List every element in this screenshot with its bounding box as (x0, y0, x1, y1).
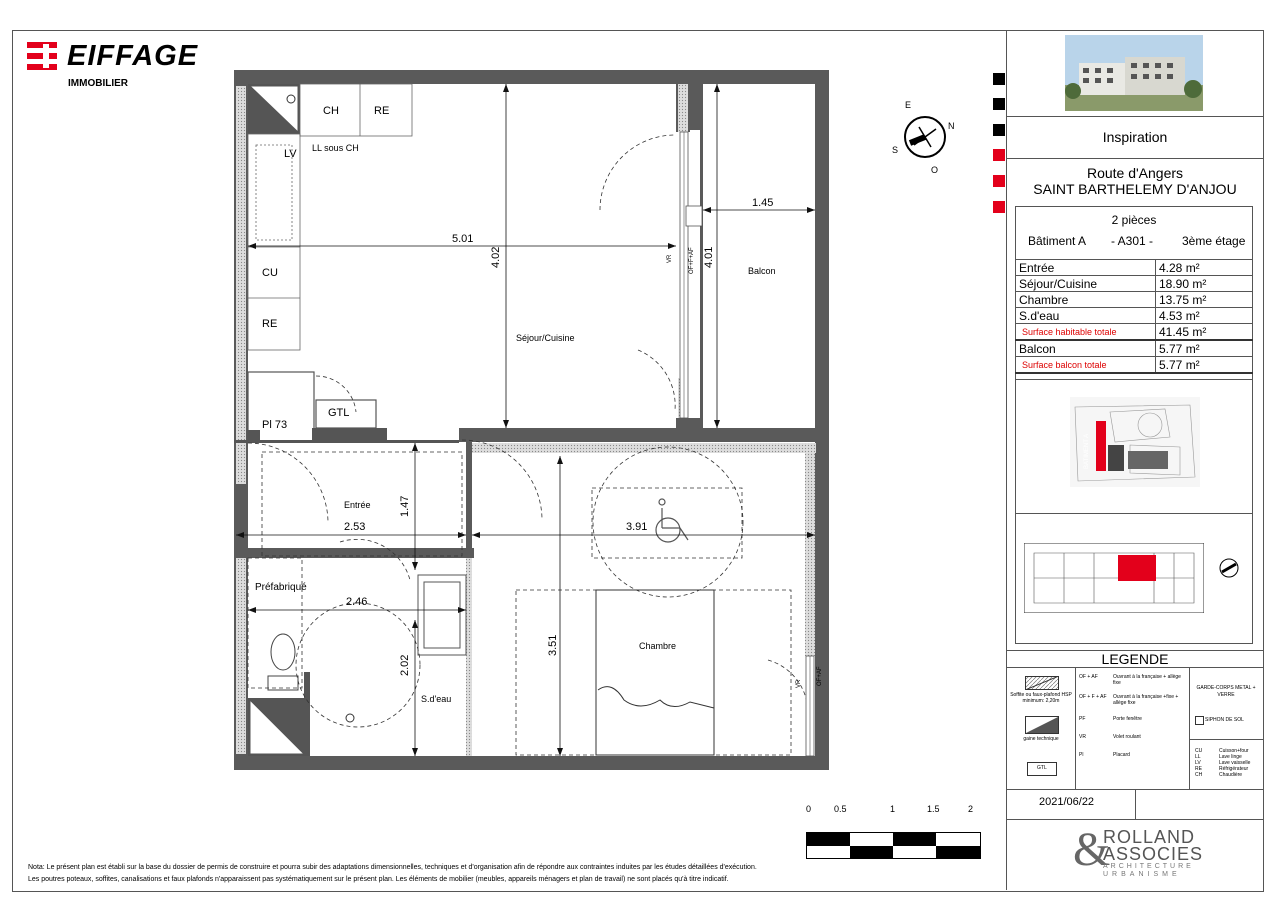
legend-abbrev-code: CU (1195, 748, 1203, 754)
area-label: S.d'eau (1016, 308, 1156, 324)
legend-code-desc: Ouvrant à la française + allège fixe (1113, 674, 1181, 686)
dim-402: 4.02 (490, 246, 502, 268)
scale-label-0: 0 (806, 804, 812, 814)
scale-bar (806, 804, 986, 860)
legend-code-desc: Placard (1113, 752, 1130, 758)
scale-label-1: 0.5 (834, 804, 847, 814)
area-row (1016, 340, 1253, 357)
area-row (1016, 276, 1253, 292)
room-sdeau: S.d'eau (421, 694, 452, 704)
project-name: Inspiration (1102, 129, 1168, 145)
unit-floor: 3ème étage (1182, 234, 1246, 248)
architect-ampersand-icon: & (1073, 823, 1111, 876)
legend-code: Pl (1079, 752, 1084, 758)
dim-351: 3.51 (547, 634, 559, 656)
keyplan-building-label: BATIMENT A (1084, 433, 1090, 469)
architect-line-1: ARCHITECTURE (1103, 863, 1194, 870)
architect-name-2: ASSOCIES (1103, 844, 1204, 864)
legend-abbrev-row (1195, 772, 1242, 778)
area-label: Chambre (1016, 292, 1156, 308)
area-value: 5.77 m² (1156, 340, 1253, 357)
dim-253: 2.53 (344, 521, 366, 533)
window-code-1: OF+F+AF (689, 247, 695, 274)
note-line-2: Les poutres poteaux, soffites, canalisations et faux plafonds n'apparaissent pas systématiquement sur le présent plan. Les éléments de mobilier (meubles, appareils ménagers et plan de travail) ne sont placés qu'à titre indicatif. (28, 876, 729, 883)
area-value: 4.53 m² (1156, 308, 1253, 324)
brand-name: EIFFAGE (67, 40, 199, 72)
architect-name-1: ROLLAND (1103, 827, 1196, 847)
fixture-lv: LV (284, 148, 297, 160)
address-line-1: Route d'Angers (1086, 165, 1184, 181)
siphon-checkbox (1195, 716, 1204, 725)
room-entree: Entrée (344, 500, 371, 510)
brand-sub: IMMOBILIER (68, 78, 128, 89)
legend-code-desc: Porte fenêtre (1113, 716, 1142, 722)
legend-code: OF + AF (1079, 674, 1098, 680)
fixture-ch: CH (323, 105, 339, 117)
area-label: Surface balcon totale (1016, 357, 1156, 374)
legend-code: PF (1079, 716, 1086, 722)
unit-rooms: 2 pièces (1111, 213, 1157, 227)
marker (993, 124, 1005, 136)
fixture-gtl: GTL (328, 407, 350, 419)
marker (993, 201, 1005, 213)
unit-lot: - A301 - (1111, 234, 1154, 248)
architect-line-2: URBANISME (1103, 871, 1181, 878)
bed-icon (596, 590, 714, 755)
legend-garde-corps: GARDE-CORPS METAL + VERRE (1196, 685, 1256, 698)
soffit-symbol-icon (1025, 676, 1059, 690)
fixture-pl: Pl 73 (262, 419, 288, 431)
legend-gtl: GTL (1037, 765, 1047, 771)
area-row (1016, 292, 1253, 308)
dim-391: 3.91 (626, 521, 648, 533)
legend-abbrev-desc: Chaudière (1219, 772, 1243, 778)
fixture-re: RE (262, 318, 278, 330)
legend-abbrev-code: LV (1195, 760, 1201, 766)
areas-table (1015, 259, 1253, 374)
dim-147: 1.47 (399, 495, 411, 517)
unit-building: Bâtiment A (1028, 234, 1087, 248)
wheelchair-icon (656, 499, 688, 542)
marker (993, 175, 1005, 187)
scale-label-2: 1 (890, 804, 896, 814)
dim-401: 4.01 (703, 246, 715, 268)
notes (28, 862, 908, 886)
area-row (1016, 324, 1253, 341)
area-row (1016, 260, 1253, 276)
dim-145: 1.45 (752, 197, 774, 209)
legend-code-desc: Volet roulant (1113, 734, 1141, 740)
plan-date: 2021/06/22 (1039, 796, 1095, 808)
legend-code: OF + F + AF (1079, 694, 1107, 700)
legend-code: VR (1079, 734, 1086, 740)
scale-label-4: 2 (968, 804, 974, 814)
compass-e: E (905, 100, 912, 110)
toilet-icon (268, 634, 298, 690)
area-value: 13.75 m² (1156, 292, 1253, 308)
vr-label-2: VR (796, 679, 802, 688)
legend-gaine: gaine technique (1023, 736, 1059, 742)
note-line-1: Nota: Le présent plan est établi sur la base du dossier de permis de construire et pourra subir des adaptations dimensionnelles, techniques et d'organisation afin de répondre aux contraintes induites par les études détaillées d'exécution. (28, 864, 757, 871)
fixture-prefab: Préfabriqué (255, 582, 307, 593)
compass-n: N (948, 121, 955, 131)
area-value: 5.77 m² (1156, 357, 1253, 374)
area-value: 4.28 m² (1156, 260, 1253, 276)
room-chambre: Chambre (639, 641, 677, 651)
walls (234, 70, 829, 770)
area-row (1016, 308, 1253, 324)
area-label: Séjour/Cuisine (1016, 276, 1156, 292)
legend-abbrev-desc: Réfrigérateur (1219, 766, 1249, 772)
legend-abbrev-code: CH (1195, 772, 1203, 778)
room-sejour: Séjour/Cuisine (516, 333, 575, 343)
gtl-symbol (1027, 762, 1057, 776)
architect-logo (1073, 823, 1204, 882)
legend-title: LEGENDE (1101, 651, 1169, 667)
address-line-2: SAINT BARTHELEMY D'ANJOU (1033, 181, 1237, 197)
legend-code-desc: Ouvrant à la française +fixe + allège fixe (1113, 694, 1179, 706)
legend-abbrev-code: LL (1195, 754, 1201, 760)
legend-abbrev-desc: Lave linge (1219, 754, 1242, 760)
dim-246: 2.46 (346, 596, 368, 608)
legend-abbrev-desc: Lave vaisselle (1219, 760, 1251, 766)
area-label: Surface habitable totale (1016, 324, 1156, 341)
unit-box (1015, 206, 1253, 644)
area-row (1016, 357, 1253, 374)
compass-s: S (892, 145, 899, 155)
fixture-re-top: RE (374, 105, 390, 117)
gaine-symbol-icon (1025, 716, 1059, 734)
dim-202: 2.02 (399, 654, 411, 676)
title-block (1006, 30, 1263, 890)
keyplan-compass-icon (1214, 553, 1244, 583)
legend-abbrev-code: RE (1195, 766, 1202, 772)
floor-keyplan-image (1024, 543, 1204, 613)
area-label: Balcon (1016, 340, 1156, 357)
fixture-cu: CU (262, 267, 278, 279)
scale-label-3: 1.5 (927, 804, 940, 814)
area-value: 41.45 m² (1156, 324, 1253, 341)
vr-label-1: VR (667, 254, 673, 263)
dim-501: 5.01 (452, 233, 474, 245)
marker (993, 98, 1005, 110)
fixture-ll: LL sous CH (312, 143, 359, 153)
floor-drain-icon (346, 714, 354, 722)
legend-soffit: Soffite ou faux-plafond HSP minimum: 2,20m (1010, 692, 1072, 704)
room-balcon: Balcon (748, 266, 776, 276)
scale-bar-graphic (806, 832, 982, 860)
compass-o: O (931, 165, 939, 175)
legend-abbrev-desc: Cuisson+four (1219, 748, 1249, 754)
window-code-2: OF+AF (817, 666, 823, 686)
legend-siphon: SIPHON DE SOL (1205, 717, 1244, 723)
area-value: 18.90 m² (1156, 276, 1253, 292)
marker (993, 149, 1005, 161)
marker (993, 73, 1005, 85)
building-render-image (1065, 35, 1203, 111)
area-label: Entrée (1016, 260, 1156, 276)
